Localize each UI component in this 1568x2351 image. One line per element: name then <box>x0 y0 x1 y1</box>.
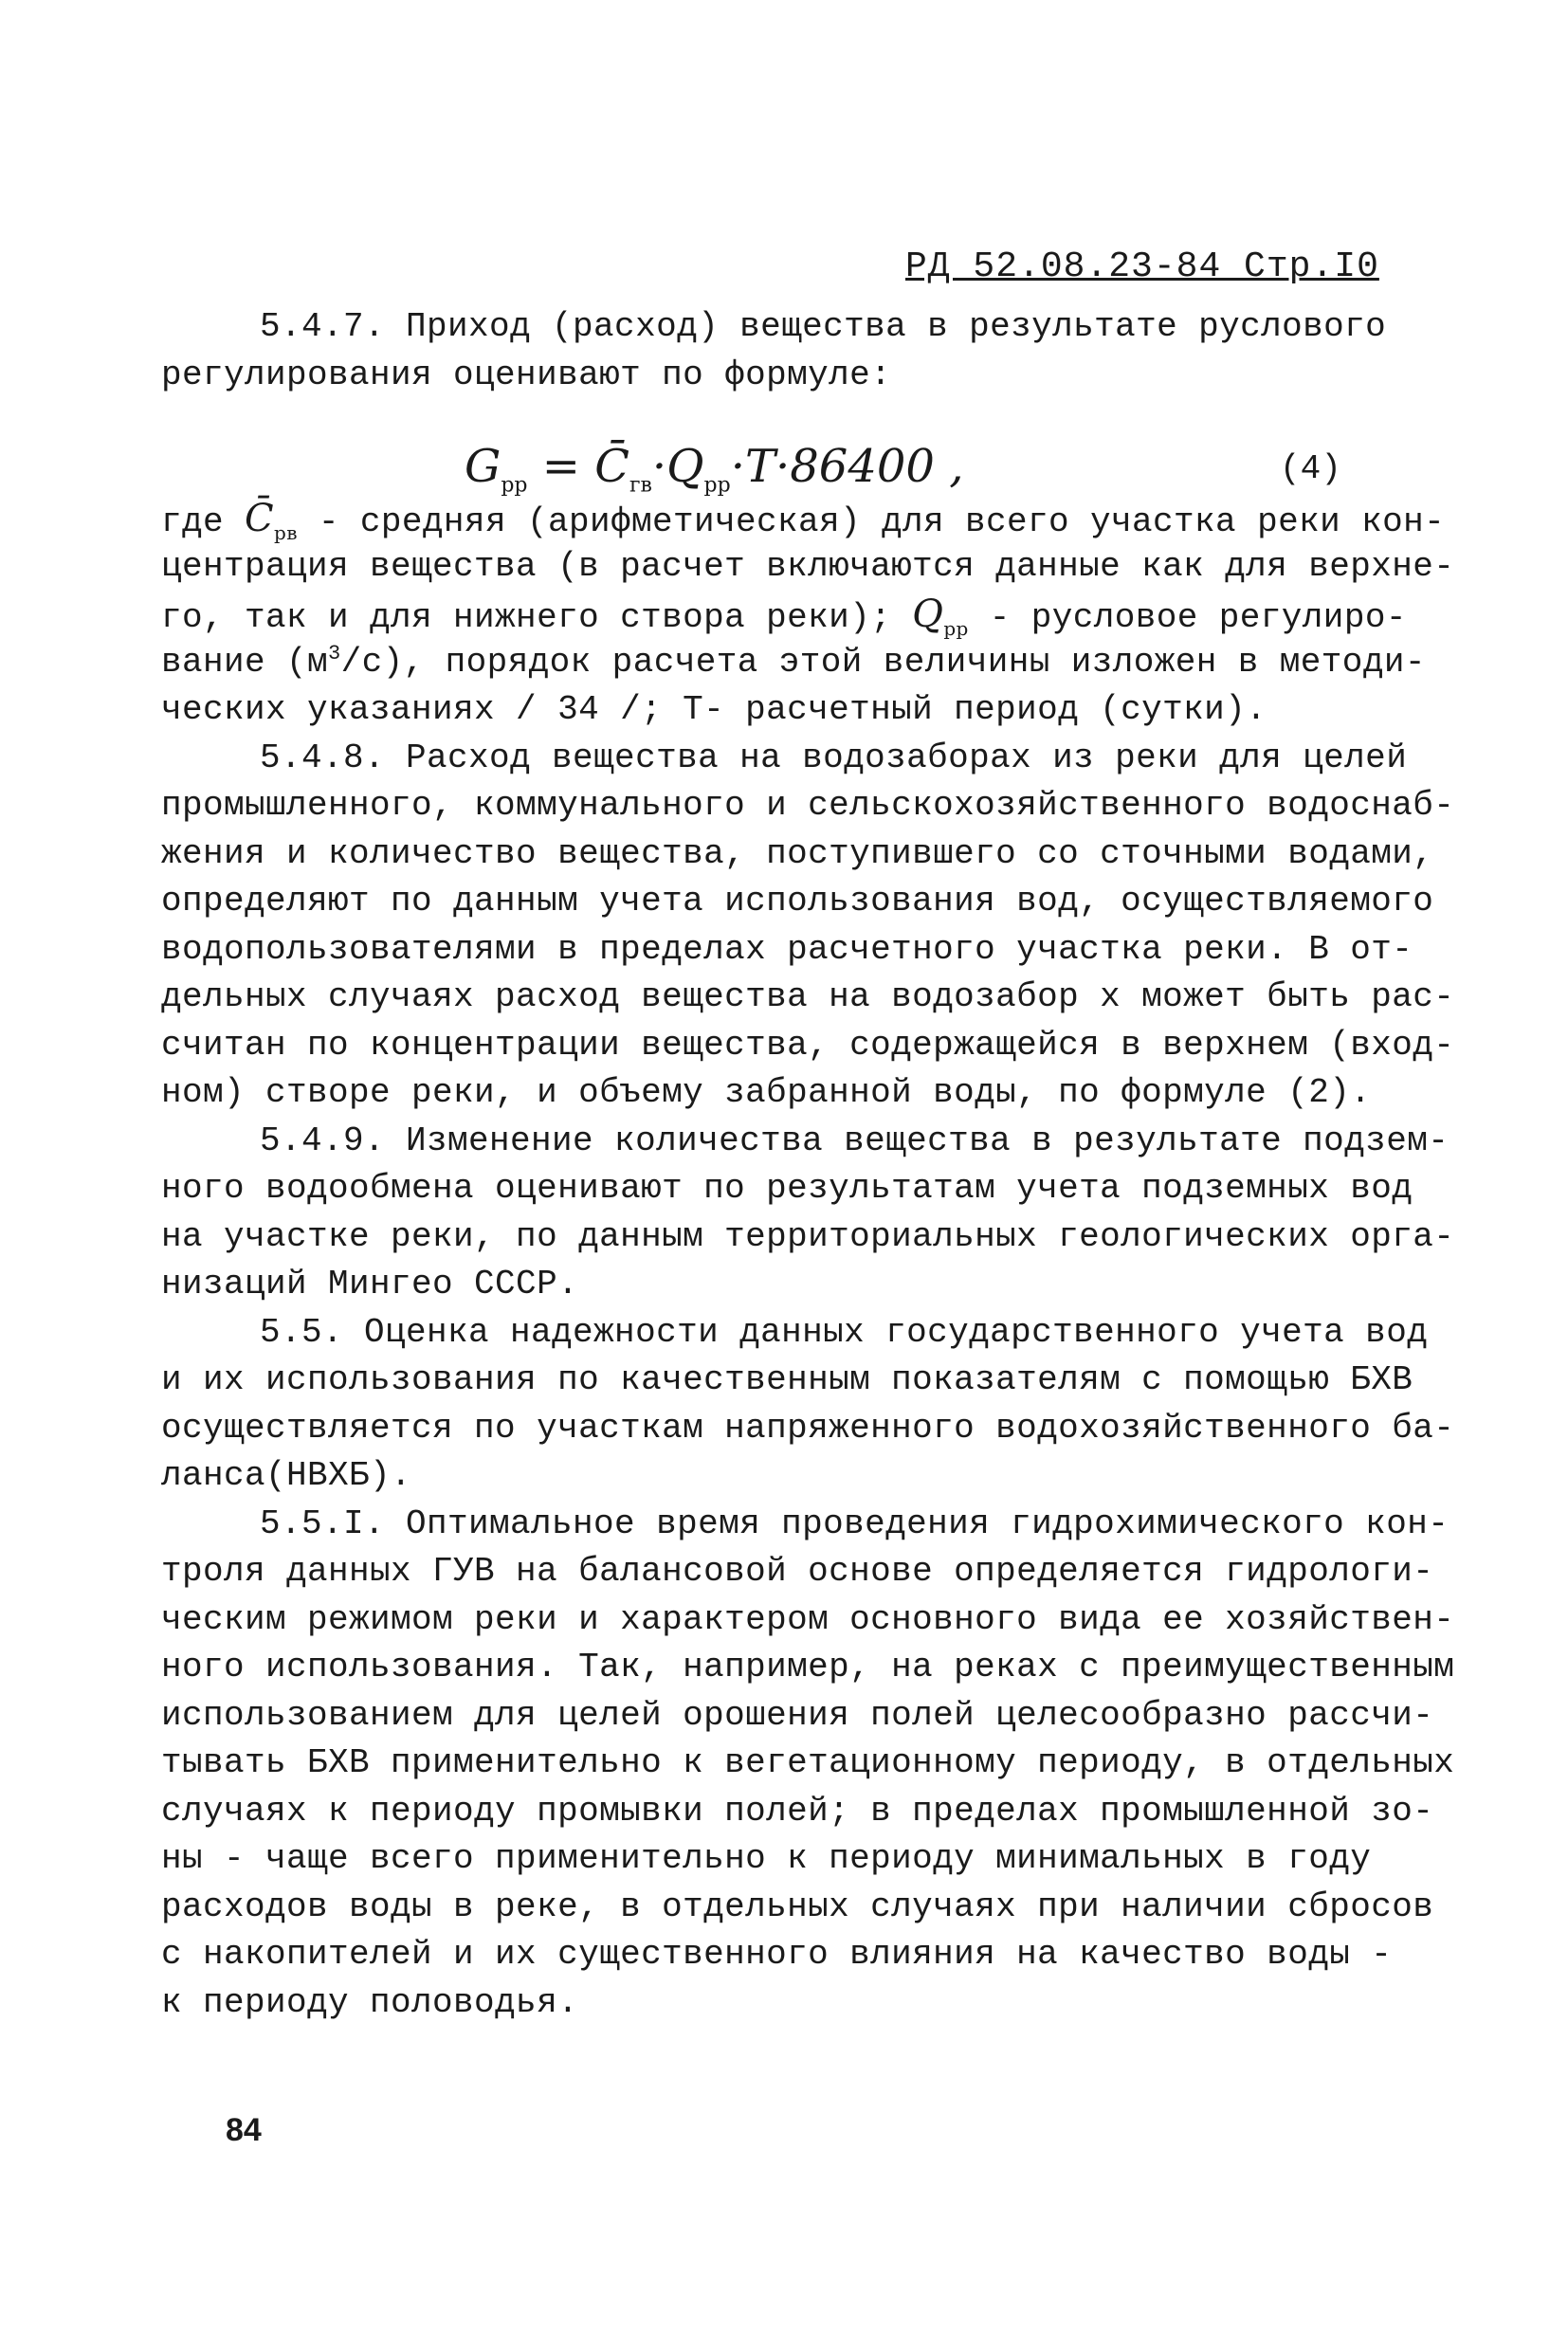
equation-number: (4) <box>1280 449 1341 488</box>
where-text: /с), порядок расчета этой величины изложен в методи- <box>340 642 1426 682</box>
paragraph-55-line: 5.5. Оценка надежности данных государственного учета вод <box>260 1312 1429 1352</box>
paragraph-551-line: случаях к периоду промывки полей; в пределах промышленной зо- <box>161 1791 1434 1831</box>
paragraph-55-line: ланса(НВХБ). <box>161 1456 412 1495</box>
paragraph-547-line: 5.4.7. Приход (расход) вещества в результате руслового <box>260 307 1387 346</box>
where-text: го, так и для нижнего створа реки); <box>161 598 913 637</box>
where-line <box>161 591 1422 639</box>
paragraph-548-line: жения и количество вещества, поступившего со сточными водами, <box>161 833 1434 873</box>
formula-spacer <box>161 399 1422 447</box>
symbol-Q-sub: рр <box>943 617 969 640</box>
symbol-C-sub: рв <box>274 521 298 544</box>
formula-C-sub: гв <box>629 473 652 498</box>
superscript: 3 <box>328 641 341 665</box>
paragraph-551-line: троля данных ГУВ на балансовой основе определяется гидрологи- <box>161 1552 1434 1591</box>
formula-Q: Q <box>666 440 704 493</box>
formula-spacer <box>161 447 1422 496</box>
paragraph-548-line: дельных случаях расход вещества на водозабор х может быть рас- <box>161 977 1455 1016</box>
formula-dot: · <box>651 440 667 493</box>
paragraph-551-line: ны - чаще всего применительно к периоду минимальных в году <box>161 1839 1372 1878</box>
paragraph-551-line: использованием для целей орошения полей целесообразно рассчи- <box>161 1695 1434 1735</box>
paragraph-547-line: регулирования оценивают по формуле: <box>161 355 892 394</box>
where-text: где <box>161 502 246 541</box>
symbol-Q-rr <box>912 592 969 640</box>
paragraph-551-line: к периоду половодья. <box>161 1982 579 2022</box>
paragraph-548-line: определяют по данным учета использования вод, осуществляемого <box>161 882 1434 920</box>
symbol-C: C̄ <box>245 497 275 540</box>
paragraph-548-line: считан по концентрации вещества, содержащейся в верхнем (вход- <box>161 1025 1455 1065</box>
where-text: вание (м <box>161 642 329 682</box>
paragraph-551-line: ческим режимом реки и характером основного вида ее хозяйствен- <box>161 1599 1455 1639</box>
paragraph-549-line: 5.4.9. Изменение количества вещества в результате подзем- <box>260 1121 1449 1160</box>
formula-G: G <box>465 440 501 493</box>
where-line: центрация вещества (в расчет включаются данные как для верхне- <box>161 546 1455 586</box>
paragraph-551-line: ного использования. Так, например, на реках с преимущественным <box>161 1648 1455 1686</box>
paragraph-548-line: 5.4.8. Расход вещества на водозаборах из реки для целей <box>260 738 1408 777</box>
formula-Q-sub: рр <box>703 473 731 498</box>
paragraph-548-line: водопользователями в пределах расчетного участка реки. В от- <box>161 929 1413 969</box>
paragraph-551-line: с накопителей и их существенного влияния на качество воды - <box>161 1935 1393 1974</box>
document-header: РД 52.08.23-84 Стр.I0 <box>905 246 1379 287</box>
page-number: 84 <box>226 2112 262 2148</box>
paragraph-551-line: расходов воды в реке, в отдельных случаях при наличии сбросов <box>161 1886 1434 1926</box>
where-line <box>161 495 1446 544</box>
where-text: - средняя (арифметическая) для всего участка реки кон- <box>297 502 1446 541</box>
where-text: - русловое регулиро- <box>968 598 1407 637</box>
symbol-Q: Q <box>912 592 944 636</box>
body-text <box>161 303 1455 2027</box>
paragraph-55-line: осуществляется по участкам напряженного водохозяйственного ба- <box>161 1408 1455 1448</box>
formula-rest: ·T·86400 , <box>730 440 964 493</box>
paragraph-548-line: ном) створе реки, и объему забранной воды, по формуле (2). <box>161 1073 1372 1112</box>
where-line: ческих указаниях / 34 /; T- расчетный период (сутки). <box>161 690 1267 729</box>
paragraph-549-line: на участке реки, по данным территориальных геологических орга- <box>161 1216 1455 1256</box>
formula-C: C̄ <box>594 440 629 493</box>
paragraph-551-line: 5.5.I. Оптимальное время проведения гидрохимического кон- <box>260 1504 1449 1543</box>
paragraph-549-line: ного водообмена оценивают по результатам учета подземных вод <box>161 1169 1413 1208</box>
paragraph-548-line: промышленного, коммунального и сельскохозяйственного водоснаб- <box>161 786 1455 825</box>
symbol-C-rv <box>245 497 298 544</box>
paragraph-549-line: низаций Мингео СССР. <box>161 1265 579 1303</box>
paragraph-551-line: тывать БХВ применительно к вегетационному периоду, в отдельных <box>161 1743 1455 1782</box>
formula-G-sub: рр <box>501 473 528 498</box>
paragraph-55-line: и их использования по качественным показателям с помощью БХВ <box>161 1360 1413 1399</box>
formula-eq: = <box>527 440 595 493</box>
where-line <box>161 639 1426 687</box>
